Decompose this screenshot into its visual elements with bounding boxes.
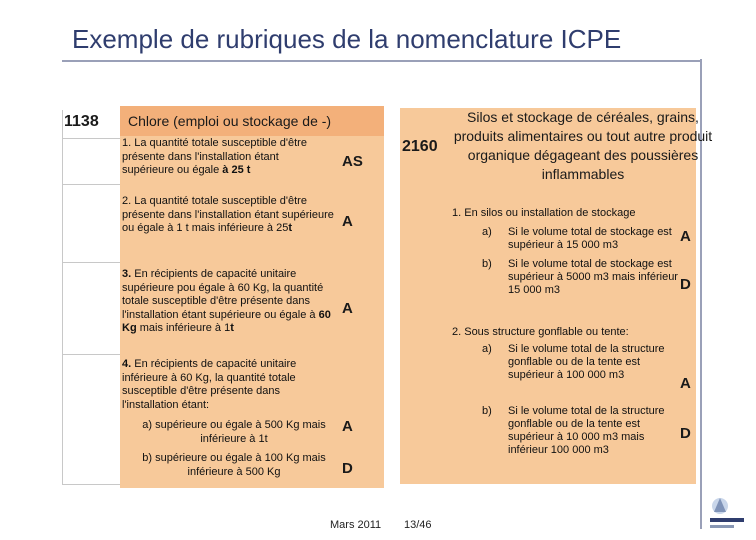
right-1a-class: A [680, 228, 691, 245]
left-item-2-class: A [342, 213, 353, 230]
row-divider [62, 138, 120, 139]
page-title: Exemple de rubriques de la nomenclature ICPE [72, 24, 622, 54]
footer-date: Mars 2011 [330, 519, 382, 531]
left-item-4a: a) supérieure ou égale à 500 Kg mais inférieure à 1t [142, 419, 326, 445]
footer-page-number: 13/46 [404, 519, 432, 531]
right-2b-marker: b) [482, 405, 492, 417]
left-item-4 [122, 358, 336, 412]
left-item-1 [122, 137, 332, 178]
left-item-3-number: 3. [122, 268, 132, 280]
left-item-4b-class: D [342, 460, 353, 477]
row-divider [62, 184, 120, 185]
left-item-3-text-2: mais inférieure à 1 [136, 322, 231, 334]
right-1a-marker: a) [482, 226, 492, 238]
left-item-4-text: En récipients de capacité unitaire inférieure à 60 Kg, la quantité totale susceptible d'être présente dans l'installation étant: [122, 358, 297, 411]
right-2b-class: D [680, 425, 691, 442]
right-1b-text: Si le volume total de stockage est supérieur à 5000 m3 mais inférieur 15 000 m3 [508, 258, 678, 296]
row-divider [62, 354, 120, 355]
right-2a-marker: a) [482, 343, 492, 355]
right-section-1: 1. En silos ou installation de stockage [452, 207, 636, 219]
left-item-4-number: 4. [122, 358, 132, 370]
left-item-1-class: AS [342, 153, 363, 170]
right-1b-class: D [680, 276, 691, 293]
right-1a-text: Si le volume total de stockage est supérieur à 15 000 m3 [508, 226, 672, 251]
rubrique-code-left: 1138 [64, 113, 99, 130]
logo-icon [706, 492, 748, 532]
rubrique-heading-left: Chlore (emploi ou stockage de -) [128, 113, 332, 129]
row-divider [62, 484, 120, 485]
left-item-3-class: A [342, 300, 353, 317]
row-divider [62, 262, 120, 263]
left-item-1-text: 1. La quantité totale susceptible d'être présente dans l'installation étant supérieure ou égale [122, 137, 307, 176]
left-item-3-unit: t [230, 322, 234, 334]
right-2b-text: Si le volume total de la structure gonflable ou de la tente est supérieur à 10 000 m3 mais inférieur 100 000 m3 [508, 405, 665, 456]
right-1b-marker: b) [482, 258, 492, 270]
title-rule [62, 60, 702, 62]
left-item-4a-class: A [342, 418, 353, 435]
left-item-2-unit: t [288, 222, 292, 234]
gutter-line [62, 110, 63, 484]
right-section-2: 2. Sous structure gonflable ou tente: [452, 326, 629, 338]
left-item-3-threshold: 60 Kg [122, 308, 331, 334]
rubrique-heading-right: Silos et stockage de céréales, grains, produits alimentaires ou tout autre produit organique dégageant des poussières inflammables [453, 109, 713, 182]
left-item-4b: b) supérieure ou égale à 100 Kg mais inférieure à 500 Kg [142, 452, 326, 478]
right-2a-text: Si le volume total de la structure gonflable ou de la tente est supérieur à 100 000 m3 [508, 343, 665, 381]
left-item-2-text: 2. La quantité totale susceptible d'être présente dans l'installation étant supérieure ou égale à 1 t mais inférieure à 25 [122, 195, 334, 234]
left-item-3-text: En récipients de capacité unitaire supérieure pou égale à 60 Kg, la quantité totale susceptible d'être présente dans l'installation étant supérieure ou égale à [122, 268, 324, 321]
rubrique-code-right: 2160 [402, 138, 438, 155]
left-item-1-threshold: à 25 t [222, 164, 251, 176]
left-item-3 [122, 268, 336, 336]
left-item-2 [122, 195, 336, 236]
right-2a-class: A [680, 375, 691, 392]
